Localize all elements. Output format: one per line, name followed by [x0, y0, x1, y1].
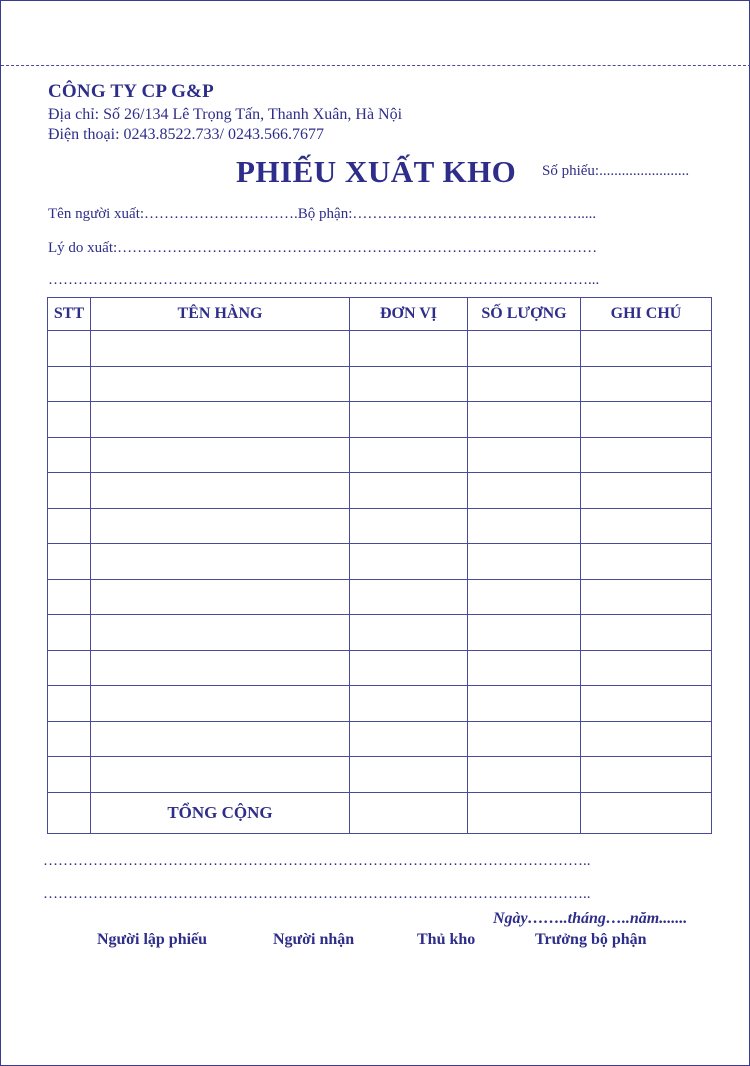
table-row [48, 508, 712, 544]
issuer-department-line: Tên người xuất:………………………….Bộ phận:………………………………………..... [48, 206, 597, 222]
ticket-number-field: Số phiếu:........................ [542, 163, 690, 179]
header-quantity: SỐ LƯỢNG [468, 298, 581, 331]
header-item-name: TÊN HÀNG [91, 298, 350, 331]
table-row [48, 402, 712, 438]
table-row [48, 366, 712, 402]
table-row [48, 437, 712, 473]
table-row [48, 650, 712, 686]
table-row [48, 721, 712, 757]
header-stt: STT [48, 298, 91, 331]
company-address: Địa chỉ: Số 26/134 Lê Trọng Tấn, Thanh Xuân, Hà Nội [48, 106, 403, 123]
table-row [48, 544, 712, 580]
table-row [48, 331, 712, 367]
footer-blank-line-2: ……………………………………………………………………………………………….. [43, 886, 591, 902]
table-header-row [48, 298, 712, 331]
signature-department-head: Trưởng bộ phận [535, 931, 647, 948]
reason-line: Lý do xuất:…………………………………………………………………………………… [48, 240, 598, 256]
total-row [48, 792, 712, 833]
total-label: TỔNG CỘNG [91, 792, 350, 833]
table-row [48, 579, 712, 615]
signature-receiver: Người nhận [273, 931, 355, 948]
date-line: Ngày……..tháng…..năm....... [493, 910, 688, 927]
header-unit: ĐƠN VỊ [350, 298, 468, 331]
table-row [48, 686, 712, 722]
company-name: CÔNG TY CP G&P [48, 81, 214, 102]
company-phone: Điện thoại: 0243.8522.733/ 0243.566.7677 [48, 126, 324, 143]
footer-blank-line-1: ……………………………………………………………………………………………….. [43, 853, 591, 869]
form-title: PHIẾU XUẤT KHO [236, 154, 517, 189]
table-row [48, 757, 712, 793]
signature-creator: Người lập phiếu [97, 931, 208, 948]
signature-storekeeper: Thủ kho [417, 931, 476, 948]
header-note: GHI CHÚ [581, 298, 712, 331]
table-row [48, 473, 712, 509]
perforation-line [1, 65, 750, 66]
items-table [47, 297, 712, 834]
blank-line: ………………………………………………………………………………………………... [48, 272, 600, 288]
table-row [48, 615, 712, 651]
